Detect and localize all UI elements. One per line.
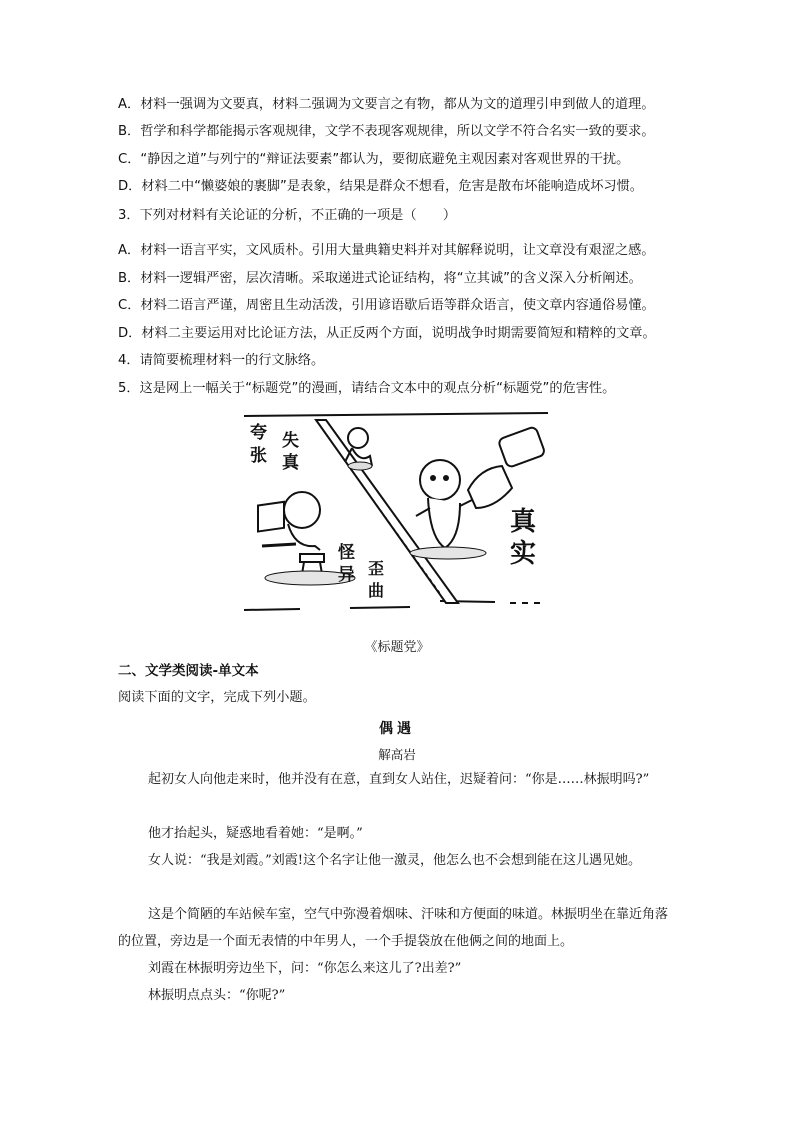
option-3b: B．材料一逻辑严密，层次清晰。采取递进式论证结构，将“立其诚”的含义深入分析阐述。 bbox=[118, 271, 642, 286]
word-zhen: 真 bbox=[282, 453, 299, 473]
cartoon-caption: 《标题党》 bbox=[364, 640, 430, 655]
word-qu: 曲 bbox=[368, 581, 385, 600]
word-yi: 异 bbox=[338, 565, 355, 585]
word-zhen-big: 真 bbox=[510, 507, 537, 537]
option-2d: D．材料二中“懒婆娘的裹脚”是表象，结果是群众不想看，危害是散布坏能响造成坏习惯。 bbox=[118, 179, 643, 194]
question-4: 4．请简要梳理材料一的行文脉络。 bbox=[118, 353, 325, 368]
hand-icon bbox=[460, 426, 546, 508]
story-paragraph: 林振明点点头：“你呢?” bbox=[148, 988, 286, 1003]
cartoon-illustration bbox=[240, 408, 552, 618]
story-paragraph: 这是个简陋的车站候车室，空气中弥漫着烟味、汗味和方便面的味道。林振明坐在靠近角落的位置，旁边是一个面无表情的中年男人，一个手提袋放在他俩之间的地面上。 bbox=[118, 907, 669, 949]
story-paragraph: 女人说：“我是刘霞。”刘霞!这个名字让他一激灵，他怎么也不会想到能在这儿遇见她。 bbox=[148, 853, 642, 868]
question-5: 5．这是网上一幅关于“标题党”的漫画，请结合文本中的观点分析“标题党”的危害性。 bbox=[118, 381, 616, 396]
section-heading: 二、文学类阅读-单文本 bbox=[118, 663, 259, 679]
story-paragraph: 刘霞在林振明旁边坐下，问：“你怎么来这儿了?出差?” bbox=[148, 961, 462, 976]
word-guai: 怪 bbox=[338, 543, 355, 563]
story-title: 偶遇 bbox=[379, 721, 415, 737]
option-3c: C．材料二语言严谨，周密且生动活泼，引用谚语歇后语等群众语言，使文章内容通俗易懂。 bbox=[118, 298, 655, 313]
question-3: 3．下列对材料有关论证的分析，不正确的一项是（ ） bbox=[118, 208, 457, 223]
story-author: 解高岩 bbox=[378, 747, 416, 762]
option-3a: A．材料一语言平实，文风质朴。引用大量典籍史料并对其解释说明，让文章没有艰涩之感。 bbox=[118, 243, 655, 258]
word-wai: 歪 bbox=[368, 559, 385, 578]
option-2c: C．“静因之道”与列宁的“辩证法要素”都认为，要彻底避免主观因素对客观世界的干扰。 bbox=[118, 152, 630, 167]
word-shi-big: 实 bbox=[510, 539, 537, 569]
word-zhang: 张 bbox=[250, 446, 267, 466]
option-2b: B．哲学和科学都能揭示客观规律，文学不表现客观规律，所以文学不符合名实一致的要求。 bbox=[118, 124, 655, 139]
story-paragraph: 起初女人向他走来时，他并没有在意，直到女人站住，迟疑着问：“你是……林振明吗?” bbox=[148, 772, 650, 787]
option-3d: D．材料二主要运用对比论证方法，从正反两个方面，说明战争时期需要简短和精粹的文章。 bbox=[118, 326, 656, 341]
option-2a: A．材料一强调为文要真，材料二强调为文要言之有物，都从为文的道理引申到做人的道理。 bbox=[118, 97, 655, 112]
story-paragraph: 他才抬起头，疑惑地看着她：“是啊。” bbox=[148, 826, 363, 841]
word-shi: 失 bbox=[282, 431, 299, 451]
figure-big bbox=[410, 460, 486, 559]
instruction: 阅读下面的文字，完成下列小题。 bbox=[118, 690, 316, 705]
word-kua: 夸 bbox=[250, 423, 267, 443]
